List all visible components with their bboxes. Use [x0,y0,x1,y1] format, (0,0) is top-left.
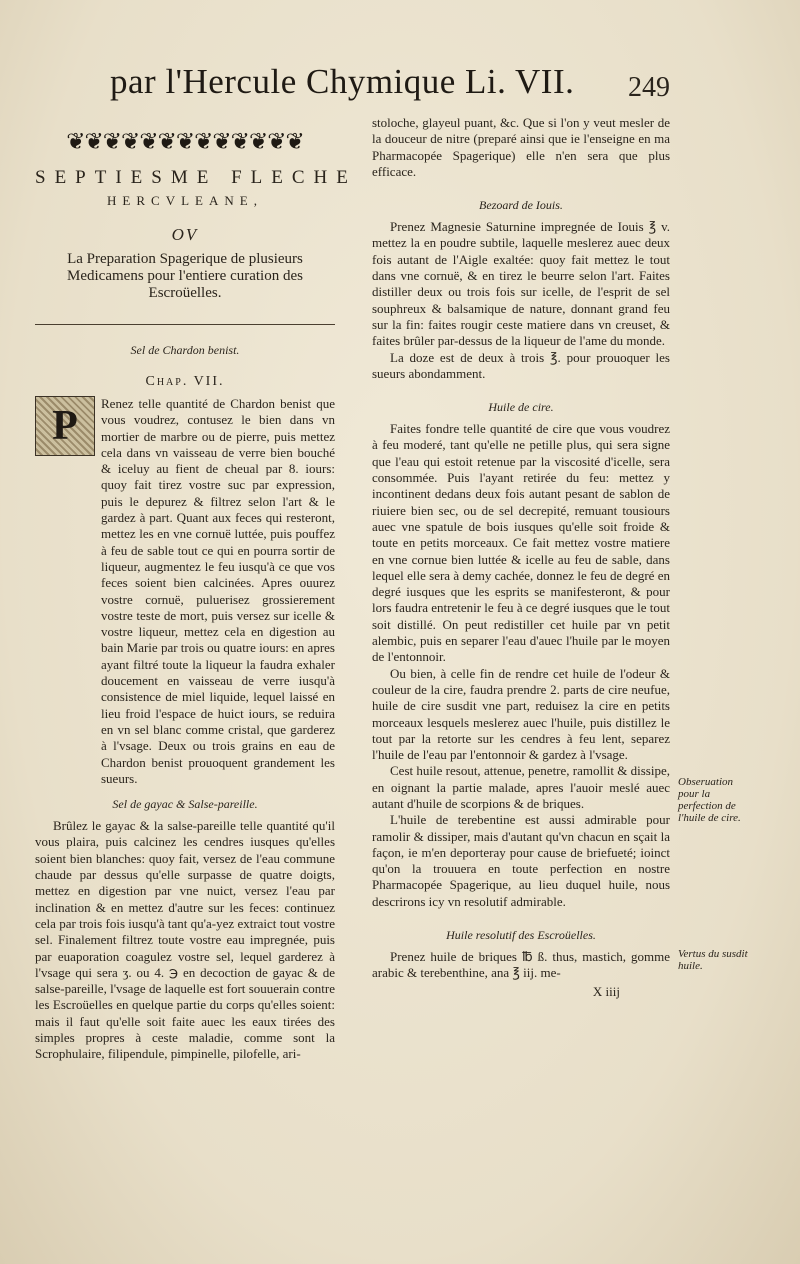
running-title: par l'Hercule Chymique Li. VII. [110,62,575,101]
paragraph-resolutif: Prenez huile de briques ℔ ß. thus, mastich, gomme arabic & terebenthine, ana ℥ iij. me- [372,949,670,981]
signature-mark: X iiij [592,983,620,999]
paragraph-doze: La doze est de deux à trois ℥. pour prouoquer les sueurs abondamment. [372,349,670,381]
recipe-heading-huile-cire: Huile de cire. [488,400,554,415]
paragraph-terebentine: L'huile de terebentine est aussi admirable pour ramolir & dissiper, mais d'autant qu'vn chacun en sçait la façon, ie m'en deporteray pour cause de briefueté; ioinct qu'on la trouuera en toute perfection en nostre Pharmacopée Spagerique, au lieu duquel huile, nous descrirons icy vn resolutif admirable. [372,812,670,909]
section-subtitle: HERCVLEANE, [107,193,263,208]
paragraph-chardon: Renez telle quantité de Chardon benist que vous voudrez, contusez le bien dans vn mortier de marbre ou de pierre, puis mettez cela dans vn vaisseau de verre bien bouché & iceluy au fient de cheual par 8. iours: quoy fait tirez vostre suc par expression, puis le depurez & filtrez selon l'art & le gardez à part. Quant aux feces qui resteront, mettez les en vne cornuë luttée, puis pouffez à feu de sable tout ce qui en pourra sortir de liqueur, augmentez le feu iusqu'à ce que vos feces soient bien calcinées. Apres ouurez vostre cornuë, puluerisez grossierement vostre teste de mort, puis versez sur icelle & vostre liqueur, mettez cela en digestion au bain Marie par trois ou quatre iours: en apres ayant filtré toute la liqueur la faudra exhaler doucement en vaisseau de verre iusqu'à consistence de miel liquide, lequel laissé en lieu froid l'espace de huict iours, se reduira en vn sel blanc comme cristal, que garderez à l'vsage. Deux ou trois grains en eau de Chardon benist prouoquent grandement les sueurs. [101,396,335,786]
left-column [35,115,357,1063]
right-column [372,115,670,1000]
paragraph-gayac: Brûlez le gayac & la salse-pareille telle quantité qu'il vous plaira, puis calcinez les cendres iusques qu'elles soient bien blanches: quoy fait, versez de l'eau commune chaude par dessus qu'elle surpasse de quatre doigts, mettez en digestion par vne nuict, versez l'eau par inclination & en mettez d'autre sur les feces: continuez cela par trois fois iusqu'à tant qu'a-yez extraict tout vostre sel. Finalement filtrez toute vostre eau impregnée, puis par euaporation coagulez vostre sel, lequel garderez à l'vsage qui sera ʒ. ou 4. ℈ en decoction de gayac & de salse-pareille, l'vsage de laquelle est fort souuerain contre les Escroüelles en quelque partie du corps qu'elles soient: mais il faut qu'elle soit faite auec les eaux tirées des simples propres à ceste maladie, comme sont la Scrophulaire, filipendule, pimpinelle, pilofelle, ari- [35,818,335,1062]
paragraph-huile-cire: Faites fondre telle quantité de cire que vous voudrez à feu moderé, tant qu'elle ne petille plus, qui sera signe que l'eau qui estoit retenue par la viscosité d'icelle, sera consommée. Puis l'ayant retirée du feu: mettez y incontinent dedans deux fois autant pesant de sablon de riuiere bien sec, ou de sel decrepité, remuant tousiours auec vne spatule de bois iusques qu'elle soit froide & toute en petits morceaux. Ce fait mettez vostre matiere en vne cornue bien luttée & icelle au feu de sable, dans lequel elle sera à demy cachée, donnez le feu de degré en degré iusques que les esprits se manifesteront, & pour lors faudra entretenir le feu à ce degré iusques que le tout soit distillé. On peut redistiller cet huile par vn petit alembic, puis en separer l'eau d'auec l'huile par le moyen de l'entonnoir. [372,421,670,665]
recipe-heading-gayac: Sel de gayac & Salse-pareille. [112,797,258,812]
recipe-heading-bezoard: Bezoard de Iouis. [479,198,563,213]
paragraph-vertus: Cest huile resout, attenue, penetre, ramollit & dissipe, en oignant la partie malade, apres l'auoir meslé auec autant d'huile de scorpions & de briques. [372,763,670,811]
dropcap-initial: P [35,396,95,456]
paragraph-bezoard: Prenez Magnesie Saturnine impregnée de Iouis ℥ v. mettez la en poudre subtile, laquelle meslerez auec deux fois autant de l'Aigle exaltée: quoy fait mettez le tout dans vne cornuë, & en tirez le beurre selon l'art. Faites distiller deux ou trois fois sur icelle, de l'esprit de sel souphreux & balsamique de nature, donnant grand feu sur la fin: faites rougir ceste matiere dans vn creuset, & faites brûler par-dessus de la liqueur de l'ame du monde. [372,219,670,349]
divider-rule [35,324,335,325]
section-or: OV [171,225,199,244]
paragraph-continuation: stoloche, glayeul puant, &c. Que si l'on y veut mesler de la douceur de nitre (preparé ainsi que ie l'enseigne en ma Pharmacopée Spagerique) elle n'en sera que plus efficace. [372,115,670,179]
recipe-heading-resolutif: Huile resolutif des Escroüelles. [446,928,596,943]
page-number: 249 [628,72,670,103]
first-paragraph [35,396,335,787]
fleuron-ornament: ❦❦❦❦❦❦❦❦❦❦❦❦❦ [66,129,304,154]
margin-note-vertus: Vertus du susdit huile. [678,948,748,972]
section-title: SEPTIESME FLECHE [35,167,357,188]
section-description: La Preparation Spagerique de plusieurs Medicamens pour l'entiere curation des Escroüelles. [67,251,303,301]
recipe-heading-chardon: Sel de Chardon benist. [130,343,240,357]
paragraph-ou-bien: Ou bien, à celle fin de rendre cet huile de l'odeur & couleur de la cire, faudra prendre 2. parts de cire neufue, huile de cire susdit vne part, reduisez la cire en petits morceaux lesquels meslerez auec l'huile, puis distillez le tout par la retorte sur les cendres à feu lent, separez l'huile de l'eau par l'entonnoir & gardez à l'vsage. [372,665,670,763]
chapter-heading: Chap. VII. [145,374,225,389]
margin-note-observation: Obseruation pour la perfection de l'huile de cire. [678,776,741,824]
running-head [110,62,670,112]
